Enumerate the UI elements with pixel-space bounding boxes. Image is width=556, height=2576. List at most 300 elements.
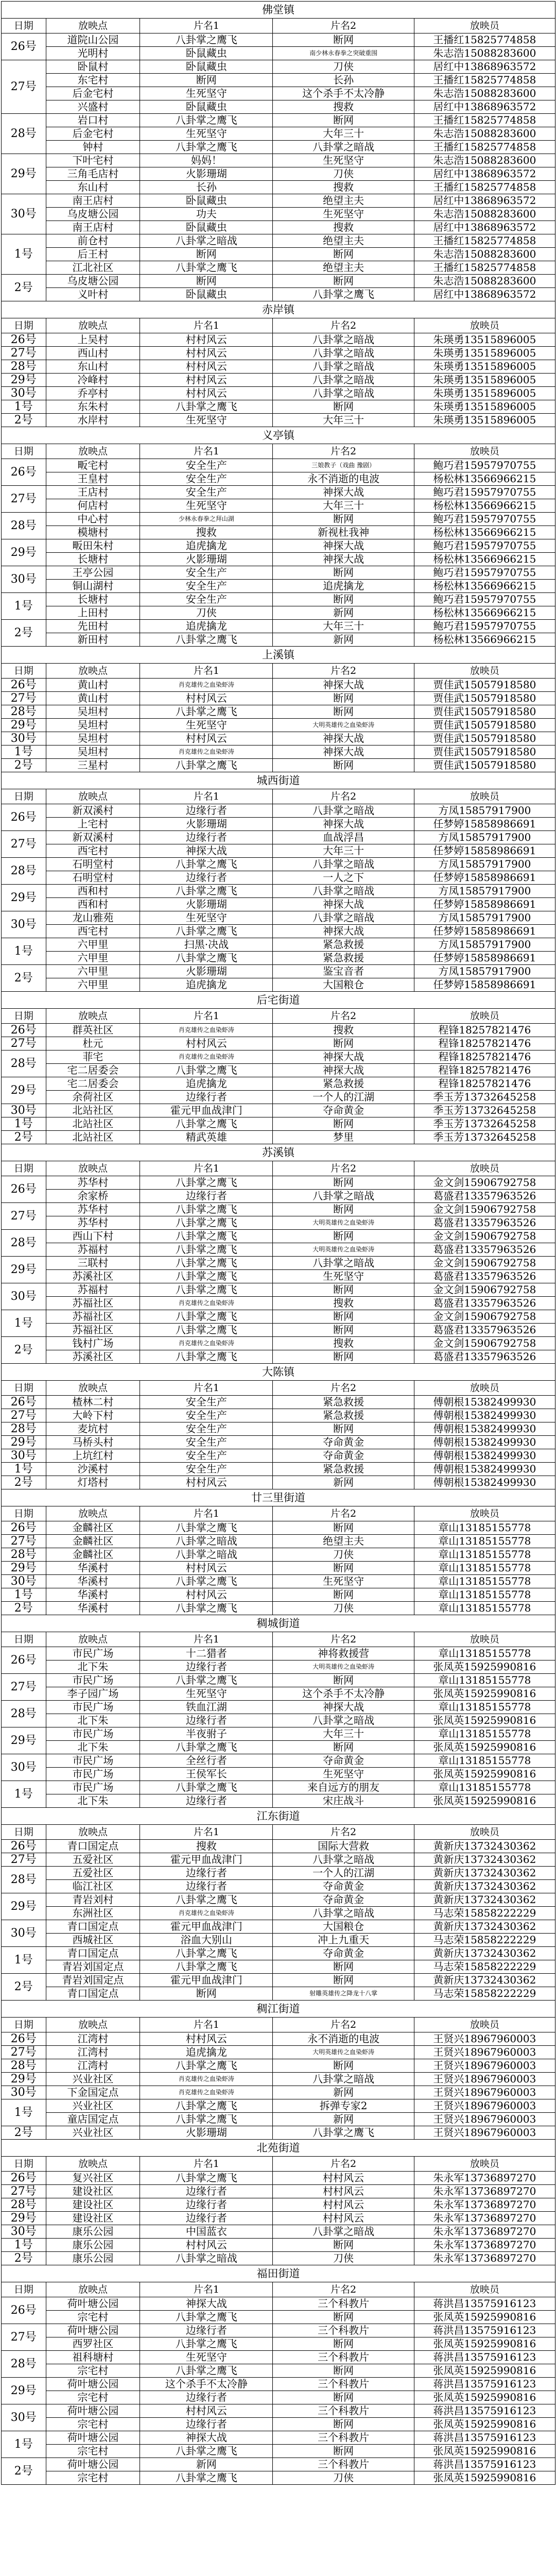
date-cell: 30号: [2, 1575, 46, 1588]
header-cell: 片名1: [140, 789, 273, 804]
venue-cell: 冷峰村: [46, 374, 140, 387]
date-cell: 26号: [2, 33, 46, 60]
film1-cell: 火影珊瑚: [140, 818, 273, 831]
venue-cell: 水岸村: [46, 414, 140, 427]
venue-cell: 李子园广场: [46, 1687, 140, 1701]
film2-cell: 断网: [273, 1521, 414, 1535]
section-title: 北苑街道: [2, 2140, 555, 2157]
film1-cell: 边缘行者: [140, 1794, 273, 1808]
table-row: [2, 2239, 555, 2252]
film2-cell: 断网: [273, 2337, 414, 2351]
venue-cell: 市民广场: [46, 1701, 140, 1714]
venue-cell: 上吴村: [46, 333, 140, 347]
projectionist-cell: 章山13185155778: [414, 1602, 555, 1615]
projectionist-cell: 贾佳武15057918580: [414, 732, 555, 745]
table-row: [2, 1727, 555, 1741]
table-row: [2, 759, 555, 772]
projectionist-cell: 朱瑛勇13515896005: [414, 400, 555, 414]
film1-cell: 搜救: [140, 1840, 273, 1853]
projectionist-cell: 鲍巧君15957970755: [414, 620, 555, 633]
film2-cell: 刀侠: [273, 2252, 414, 2265]
schedule-table: [2, 1506, 555, 1615]
venue-cell: 光明村: [46, 47, 140, 60]
projectionist-cell: 任梦婷15858986691: [414, 844, 555, 858]
section-title: 江东街道: [2, 1808, 555, 1825]
film1-cell: 村村风云: [140, 360, 273, 374]
header-cell: 放映点: [46, 2157, 140, 2172]
film2-cell: 神探大战: [273, 553, 414, 566]
film2-cell: 绝望主夫: [273, 1535, 414, 1548]
film1-cell: 追虎擒龙: [140, 978, 273, 992]
film1-cell: 生死坚守: [140, 719, 273, 732]
film2-cell: 断网: [273, 33, 414, 47]
table-row: [2, 2212, 555, 2225]
projectionist-cell: 葛盛君13357963526: [414, 1324, 555, 1337]
venue-cell: 市民广场: [46, 1727, 140, 1741]
film2-cell: 宋庄战斗: [273, 1794, 414, 1808]
film1-cell: 村村风云: [140, 732, 273, 745]
table-row: [2, 1050, 555, 1064]
venue-cell: 荷叶塘公园: [46, 2297, 140, 2311]
projectionist-cell: 朱志浩15088283600: [414, 208, 555, 221]
venue-cell: 西和村: [46, 898, 140, 911]
venue-cell: 岩口村: [46, 114, 140, 127]
table-row: [2, 1893, 555, 1907]
projectionist-cell: 贾佳武15057918580: [414, 759, 555, 772]
table-row: [2, 1270, 555, 1283]
film1-cell: 八卦掌之鹰飞: [140, 925, 273, 938]
projectionist-cell: 黄新庆13732430362: [414, 1880, 555, 1893]
venue-cell: 华溪村: [46, 1575, 140, 1588]
date-cell: 30号: [2, 1104, 46, 1117]
date-cell: 27号: [2, 2046, 46, 2059]
film1-cell: 八卦掌之鹰飞: [140, 2059, 273, 2073]
header-cell: 片名1: [140, 318, 273, 333]
projectionist-cell: 马志荣15858222229: [414, 1907, 555, 1920]
projectionist-cell: 马志荣15858222229: [414, 1960, 555, 1974]
projectionist-cell: 金文剑15906792758: [414, 1283, 555, 1297]
venue-cell: 青口国定点: [46, 1947, 140, 1960]
date-cell: 29号: [2, 1436, 46, 1449]
projectionist-cell: 王贤兴18967960003: [414, 2046, 555, 2059]
table-row: [2, 1064, 555, 1077]
projectionist-cell: 居红中13868963572: [414, 167, 555, 181]
date-cell: 26号: [2, 1521, 46, 1535]
table-row: [2, 1521, 555, 1535]
table-row: [2, 679, 555, 692]
film1-cell: 安全生产: [140, 593, 273, 606]
header-cell: 放映员: [414, 2018, 555, 2032]
film1-cell: 村村风云: [140, 1476, 273, 1489]
film1-cell: 八卦掌之鹰飞: [140, 1203, 273, 1216]
table-row: [2, 1934, 555, 1947]
film2-cell: 冲上九重天: [273, 1934, 414, 1947]
header-row: [2, 664, 555, 679]
date-cell: 28号: [2, 2059, 46, 2073]
venue-cell: 王亭公园: [46, 566, 140, 580]
projectionist-cell: 张凤英15925990816: [414, 1768, 555, 1781]
projectionist-cell: 鲍巧君15957970755: [414, 539, 555, 553]
film1-cell: 八卦掌之鹰飞: [140, 885, 273, 898]
projectionist-cell: 任梦婷15858986691: [414, 978, 555, 992]
projectionist-cell: 王贤兴18967960003: [414, 2113, 555, 2126]
film1-cell: 八卦掌之鹰飞: [140, 1064, 273, 1077]
table-row: [2, 347, 555, 360]
table-row: [2, 1396, 555, 1409]
header-cell: 放映点: [46, 2282, 140, 2297]
film2-cell: 紧急救援: [273, 1463, 414, 1476]
date-cell: 29号: [2, 719, 46, 732]
film2-cell: 八卦掌之暗战: [273, 885, 414, 898]
film1-cell: 精武英雄: [140, 1131, 273, 1144]
film2-cell: 八卦掌之暗战: [273, 360, 414, 374]
table-row: [2, 1436, 555, 1449]
film2-cell: 断网: [273, 1974, 414, 1987]
film2-cell: 断网: [273, 1037, 414, 1050]
table-row: [2, 261, 555, 275]
venue-cell: 青口国定点: [46, 1987, 140, 2001]
film1-cell: 边缘行者: [140, 2418, 273, 2431]
film2-cell: 八卦掌之鹰飞: [273, 2126, 414, 2140]
film2-cell: 刀侠: [273, 1602, 414, 1615]
projectionist-cell: 任梦婷15858986691: [414, 925, 555, 938]
date-cell: 1号: [2, 2099, 46, 2126]
table-row: [2, 1960, 555, 1974]
film1-cell: 村村风云: [140, 374, 273, 387]
film2-cell: 断网: [273, 2418, 414, 2431]
projectionist-cell: 贾佳武15057918580: [414, 692, 555, 705]
film2-cell: 八卦掌之暗战: [273, 2073, 414, 2086]
header-cell: 放映员: [414, 789, 555, 804]
film1-cell: 八卦掌之鹰飞: [140, 1270, 273, 1283]
film2-cell: 八卦掌之暗战: [273, 804, 414, 818]
film1-cell: 村村风云: [140, 1588, 273, 1602]
film1-cell: 边缘行者: [140, 1880, 273, 1893]
date-cell: 30号: [2, 2225, 46, 2239]
projectionist-cell: 鲍巧君15957970755: [414, 486, 555, 499]
table-row: [2, 620, 555, 633]
date-cell: 27号: [2, 1409, 46, 1422]
projectionist-cell: 葛盛君13357963526: [414, 1297, 555, 1310]
header-cell: 片名2: [273, 1381, 414, 1396]
venue-cell: 马桥头村: [46, 1436, 140, 1449]
section-title: 廿三里街道: [2, 1489, 555, 1506]
projectionist-cell: 贾佳武15057918580: [414, 705, 555, 719]
venue-cell: 祖科塘村: [46, 2351, 140, 2364]
projectionist-cell: 朱瑛勇13515896005: [414, 360, 555, 374]
table-row: [2, 965, 555, 978]
table-row: [2, 2391, 555, 2404]
projectionist-cell: 张凤英15925990816: [414, 1714, 555, 1727]
film1-cell: 八卦掌之鹰飞: [140, 261, 273, 275]
venue-cell: 六甲里: [46, 978, 140, 992]
header-cell: 日期: [2, 1506, 46, 1521]
date-cell: 29号: [2, 885, 46, 911]
film2-cell: 断网: [273, 1422, 414, 1436]
film1-cell: 八卦掌之鹰飞: [140, 705, 273, 719]
film1-cell: 村村风云: [140, 2239, 273, 2252]
venue-cell: 苏福社区: [46, 1310, 140, 1324]
projectionist-cell: 居红中13868963572: [414, 288, 555, 301]
projectionist-cell: 任梦婷15858986691: [414, 952, 555, 965]
projectionist-cell: 章山13185155778: [414, 1562, 555, 1575]
film2-cell: 八卦掌之暗战: [273, 911, 414, 925]
film1-cell: 肖克雄传之血染虾涛: [140, 1024, 273, 1037]
venue-cell: 上坑红村: [46, 1449, 140, 1463]
table-row: [2, 2378, 555, 2391]
film2-cell: 三个科教片: [273, 2458, 414, 2471]
film1-cell: 火影珊瑚: [140, 553, 273, 566]
film1-cell: 搜救: [140, 526, 273, 539]
date-cell: 2号: [2, 1974, 46, 2001]
film2-cell: 紧急救援: [273, 938, 414, 952]
film1-cell: 火影珊瑚: [140, 965, 273, 978]
film2-cell: 新网: [273, 633, 414, 647]
projectionist-cell: 傅朝根15382499930: [414, 1436, 555, 1449]
venue-cell: 苏福村: [46, 1283, 140, 1297]
venue-cell: 龙山雅苑: [46, 911, 140, 925]
film1-cell: 安全生产: [140, 486, 273, 499]
projectionist-cell: 张凤英15925990816: [414, 1741, 555, 1754]
film2-cell: 八卦掌之暗战: [273, 1257, 414, 1270]
header-cell: 放映员: [414, 1381, 555, 1396]
film2-cell: 刀侠: [273, 60, 414, 74]
section-title: 佛堂镇: [2, 2, 555, 19]
film1-cell: 安全生产: [140, 566, 273, 580]
film1-cell: 八卦掌之暗战: [140, 1535, 273, 1548]
film2-cell: 八卦掌之暗战: [273, 1190, 414, 1203]
film2-cell: 断网: [273, 1960, 414, 1974]
film2-cell: 神探大战: [273, 539, 414, 553]
date-cell: 2号: [2, 1131, 46, 1144]
table-row: [2, 1077, 555, 1091]
projectionist-cell: 季玉芳13732645258: [414, 1117, 555, 1131]
header-cell: 放映员: [414, 1632, 555, 1647]
projectionist-cell: 黄新庆13732430362: [414, 1867, 555, 1880]
venue-cell: 青岩刘村: [46, 1893, 140, 1907]
table-row: [2, 1674, 555, 1687]
date-cell: 29号: [2, 1727, 46, 1754]
film2-cell: 神探大战: [273, 679, 414, 692]
film2-cell: 夺命黄金: [273, 1754, 414, 1768]
table-row: [2, 114, 555, 127]
table-row: [2, 1920, 555, 1934]
date-cell: 27号: [2, 1535, 46, 1548]
projectionist-cell: 朱永军13736897270: [414, 2212, 555, 2225]
table-row: [2, 275, 555, 288]
date-cell: 27号: [2, 486, 46, 513]
film2-cell: 三个科教片: [273, 2404, 414, 2418]
film2-cell: 生死坚守: [273, 1768, 414, 1781]
film2-cell: 断网: [273, 759, 414, 772]
film2-cell: 绝望主夫: [273, 261, 414, 275]
table-row: [2, 580, 555, 593]
film1-cell: 火影珊瑚: [140, 898, 273, 911]
projectionist-cell: 方凤15857917900: [414, 804, 555, 818]
venue-cell: 畈宅村: [46, 459, 140, 472]
projectionist-cell: 朱永军13736897270: [414, 2239, 555, 2252]
venue-cell: 江湾村: [46, 2032, 140, 2046]
date-cell: 27号: [2, 60, 46, 114]
header-cell: 放映员: [414, 2282, 555, 2297]
date-cell: 1号: [2, 1781, 46, 1808]
projectionist-cell: 贾佳武15057918580: [414, 679, 555, 692]
film2-cell: 断网: [273, 2059, 414, 2073]
projectionist-cell: 蒋洪昌13575916123: [414, 2297, 555, 2311]
venue-cell: 大岭下村: [46, 1409, 140, 1422]
venue-cell: 三角毛店村: [46, 167, 140, 181]
date-cell: 30号: [2, 1920, 46, 1947]
venue-cell: 宅二居委会: [46, 1064, 140, 1077]
table-row: [2, 234, 555, 248]
projectionist-cell: 傅朝根15382499930: [414, 1476, 555, 1489]
film2-cell: 一人之下: [273, 871, 414, 885]
projectionist-cell: 蒋洪昌13575916123: [414, 2458, 555, 2471]
table-row: [2, 1562, 555, 1575]
venue-cell: 市民广场: [46, 1674, 140, 1687]
table-row: [2, 1350, 555, 1364]
date-cell: 2号: [2, 1476, 46, 1489]
film1-cell: 安全生产: [140, 580, 273, 593]
film2-cell: 这个杀手不太冷静: [273, 87, 414, 100]
projectionist-cell: 王贤兴18967960003: [414, 2032, 555, 2046]
table-row: [2, 1476, 555, 1489]
film1-cell: 八卦掌之鹰飞: [140, 1674, 273, 1687]
table-row: [2, 333, 555, 347]
projectionist-cell: 章山13185155778: [414, 1588, 555, 1602]
film1-cell: 神探大战: [140, 2431, 273, 2445]
header-cell: 放映员: [414, 1506, 555, 1521]
date-cell: 2号: [2, 1602, 46, 1615]
table-row: [2, 2252, 555, 2265]
venue-cell: 新田村: [46, 633, 140, 647]
table-row: [2, 2185, 555, 2198]
projectionist-cell: 季玉芳13732645258: [414, 1131, 555, 1144]
film2-cell: 八卦掌之暗战: [273, 374, 414, 387]
venue-cell: 华溪村: [46, 1602, 140, 1615]
venue-cell: 北站社区: [46, 1104, 140, 1117]
venue-cell: 六甲里: [46, 952, 140, 965]
venue-cell: 西山下村: [46, 1230, 140, 1243]
table-row: [2, 606, 555, 620]
table-row: [2, 732, 555, 745]
film2-cell: 新网: [273, 2113, 414, 2126]
venue-cell: 荷叶塘公园: [46, 2431, 140, 2445]
film2-cell: 大国粮仓: [273, 978, 414, 992]
venue-cell: 江湾村: [46, 2059, 140, 2073]
film1-cell: 卧鼠藏虫: [140, 60, 273, 74]
table-row: [2, 2046, 555, 2059]
film1-cell: 卧鼠藏虫: [140, 100, 273, 114]
section-title: 赤岸镇: [2, 301, 555, 318]
venue-cell: 钱村广场: [46, 1337, 140, 1350]
date-cell: 1号: [2, 1463, 46, 1476]
projectionist-cell: 张凤英15925990816: [414, 2337, 555, 2351]
table-row: [2, 1449, 555, 1463]
venue-cell: 童店国定点: [46, 2113, 140, 2126]
date-cell: 28号: [2, 705, 46, 719]
projectionist-cell: 金文剑15906792758: [414, 1337, 555, 1350]
table-row: [2, 871, 555, 885]
header-cell: 片名2: [273, 1009, 414, 1024]
table-row: [2, 2445, 555, 2458]
venue-cell: 宗宅村: [46, 2445, 140, 2458]
film1-cell: 八卦掌之鹰飞: [140, 1216, 273, 1230]
header-cell: 片名1: [140, 444, 273, 459]
film1-cell: 八卦掌之鹰飞: [140, 952, 273, 965]
venue-cell: 灯塔村: [46, 1476, 140, 1489]
film2-cell: 鉴宝音者: [273, 965, 414, 978]
film1-cell: 八卦掌之鹰飞: [140, 1117, 273, 1131]
film1-cell: 八卦掌之鹰飞: [140, 141, 273, 154]
film2-cell: 新视杜我神: [273, 526, 414, 539]
film2-cell: 八卦掌之暗战: [273, 1853, 414, 1867]
venue-cell: 南王店村: [46, 221, 140, 234]
table-row: [2, 1840, 555, 1853]
date-cell: 29号: [2, 154, 46, 194]
projectionist-cell: 马志荣15858222229: [414, 1987, 555, 2001]
table-row: [2, 2172, 555, 2185]
film1-cell: 卧鼠藏虫: [140, 194, 273, 208]
date-cell: 2号: [2, 275, 46, 301]
venue-cell: 苏溪社区: [46, 1270, 140, 1283]
projectionist-cell: 蒋洪昌13575916123: [414, 2404, 555, 2418]
table-row: [2, 2073, 555, 2086]
venue-cell: 金麟社区: [46, 1548, 140, 1562]
table-row: [2, 553, 555, 566]
header-cell: 日期: [2, 1632, 46, 1647]
venue-cell: 荷叶塘公园: [46, 2404, 140, 2418]
date-cell: 1号: [2, 1588, 46, 1602]
date-cell: 2号: [2, 965, 46, 992]
film2-cell: 国际大营救: [273, 1840, 414, 1853]
table-row: [2, 486, 555, 499]
film2-cell: 大明英雄传之血染虾涛: [273, 719, 414, 732]
projectionist-cell: 张凤英15925990816: [414, 2311, 555, 2324]
table-row: [2, 1463, 555, 1476]
table-row: [2, 1243, 555, 1257]
projectionist-cell: 季玉芳13732645258: [414, 1104, 555, 1117]
venue-cell: 畈田朱村: [46, 539, 140, 553]
venue-cell: 菲宅: [46, 1050, 140, 1064]
table-row: [2, 1337, 555, 1350]
projectionist-cell: 贾佳武15057918580: [414, 719, 555, 732]
venue-cell: 西宅村: [46, 925, 140, 938]
table-row: [2, 1176, 555, 1190]
table-row: [2, 1203, 555, 1216]
projectionist-cell: 朱志浩15088283600: [414, 47, 555, 60]
film2-cell: 断网: [273, 1562, 414, 1575]
section-title: 后宅街道: [2, 992, 555, 1009]
projectionist-cell: 杨松林13566966215: [414, 606, 555, 620]
film2-cell: 生死坚守: [273, 154, 414, 167]
film1-cell: 八卦掌之鹰飞: [140, 1310, 273, 1324]
film2-cell: 三个科教片: [273, 2351, 414, 2364]
header-cell: 放映点: [46, 1009, 140, 1024]
table-row: [2, 2311, 555, 2324]
film1-cell: 八卦掌之鹰飞: [140, 1947, 273, 1960]
projectionist-cell: 黄新庆13732430362: [414, 1920, 555, 1934]
film2-cell: 新网: [273, 2086, 414, 2099]
table-row: [2, 633, 555, 647]
film1-cell: 生死坚守: [140, 1687, 273, 1701]
film1-cell: 神探大战: [140, 2297, 273, 2311]
projectionist-cell: 朱瑛勇13515896005: [414, 333, 555, 347]
venue-cell: 北站社区: [46, 1117, 140, 1131]
header-cell: 放映点: [46, 19, 140, 33]
film2-cell: 紧急救援: [273, 1396, 414, 1409]
header-cell: 日期: [2, 444, 46, 459]
